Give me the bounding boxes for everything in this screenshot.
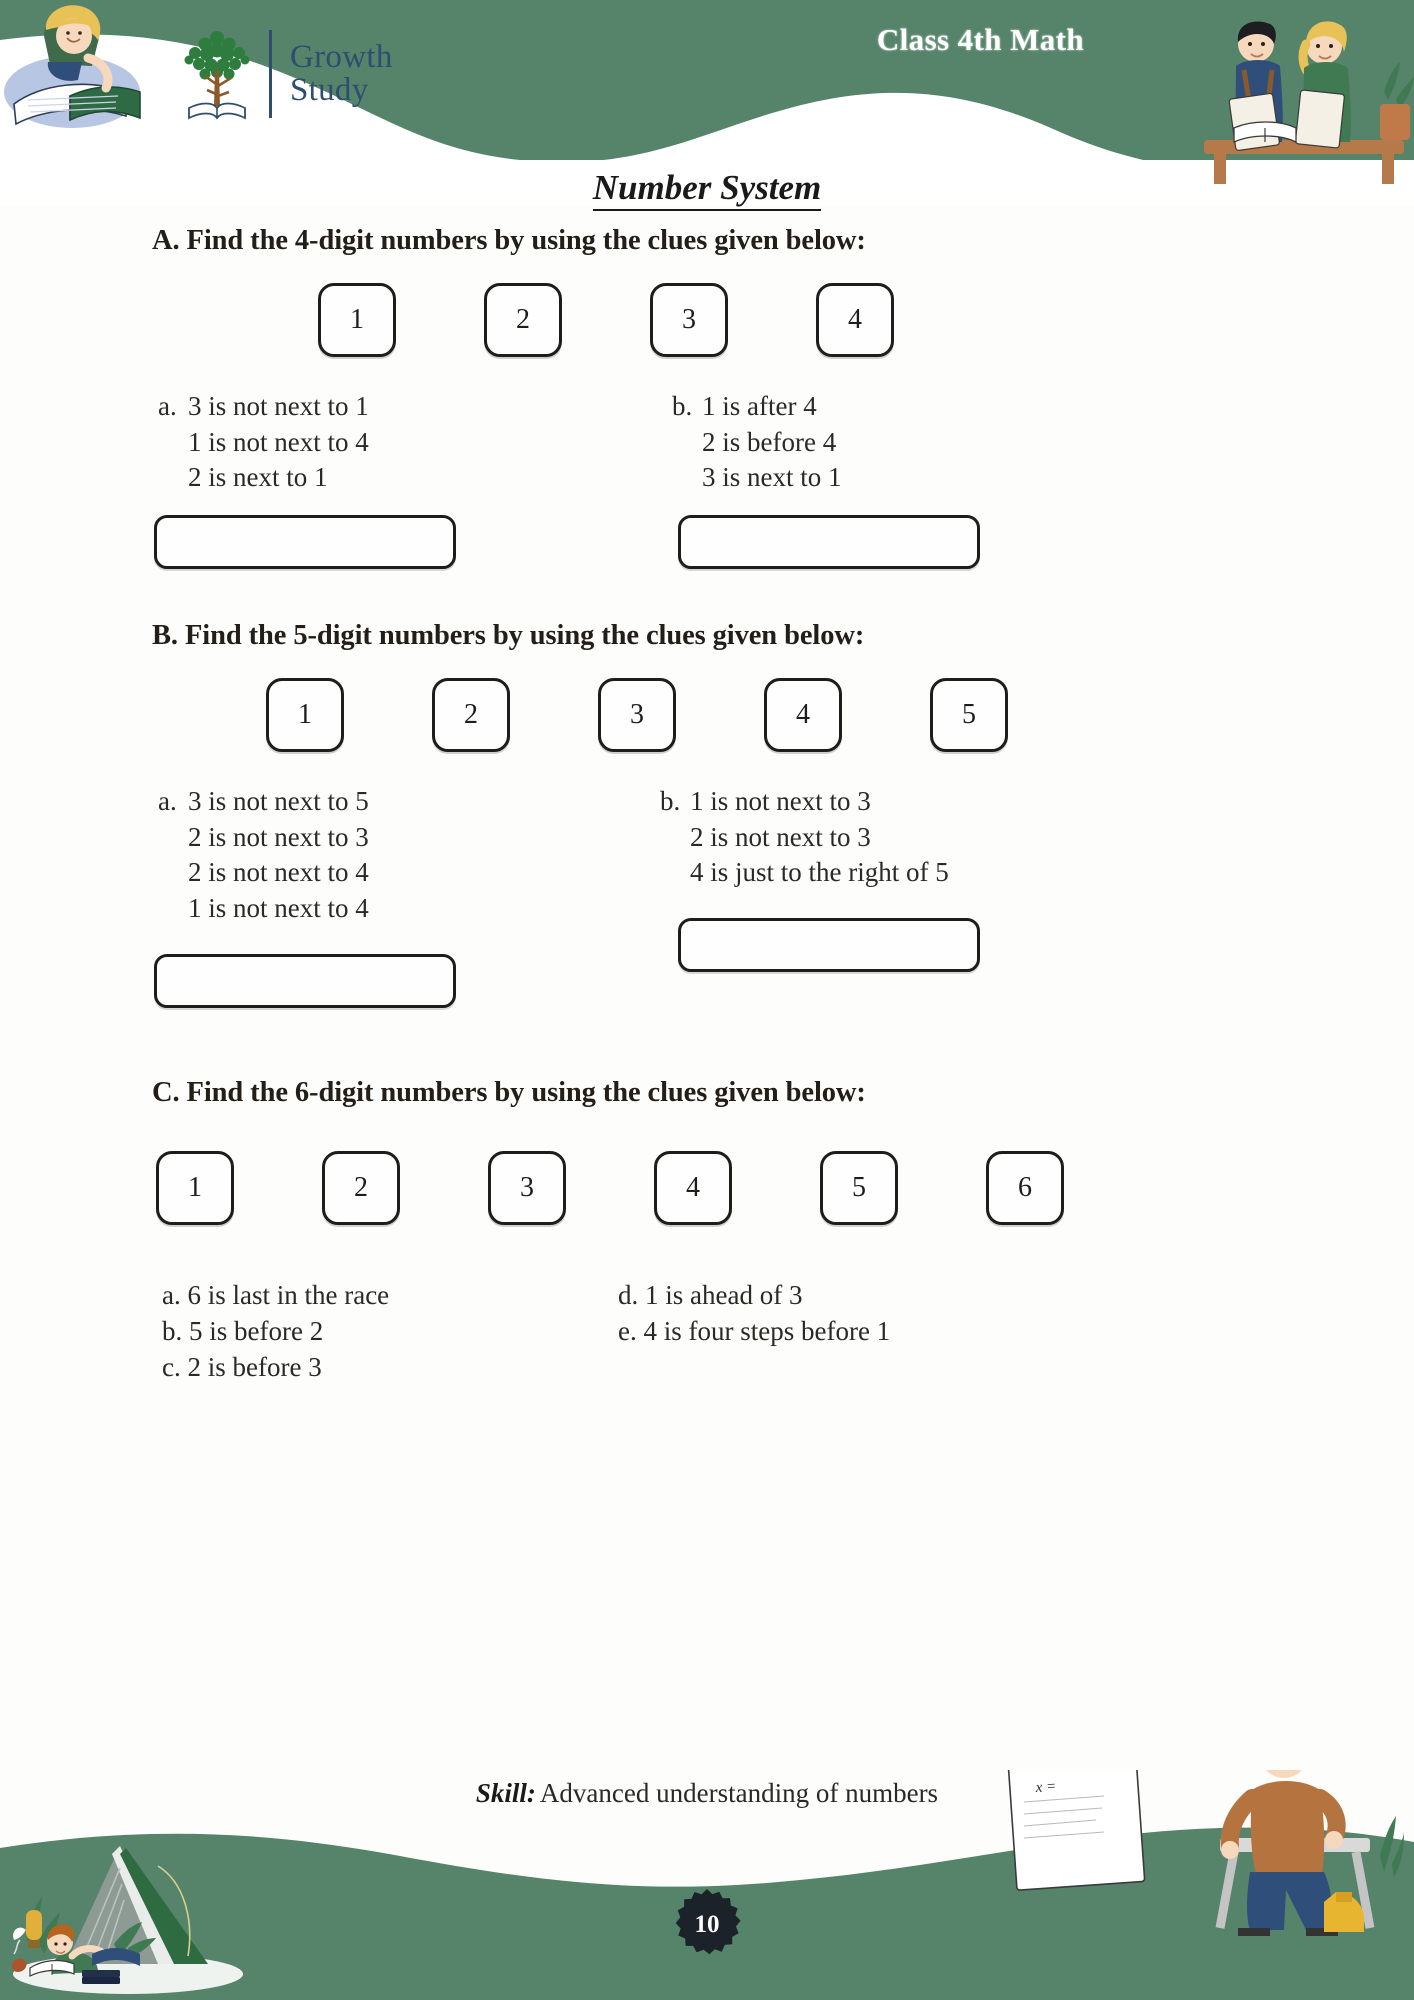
clue-line: 2 is before 4 (702, 426, 837, 457)
tent-reading-illustration (8, 1824, 258, 1994)
section-b (0, 620, 1414, 999)
clue-line: 2 is next to 1 (188, 462, 328, 493)
clue-text: 3 is not next to 5 (188, 786, 369, 816)
clue-line: 2 is not next to 3 (690, 821, 871, 852)
number-box-5[interactable]: 5 (930, 678, 1008, 752)
clue-line: 1 is not next to 4 (188, 426, 369, 457)
page-title (0, 168, 1414, 208)
clue-line: c. 2 is before 3 (162, 1352, 322, 1383)
section-b-clue-column-b (660, 784, 949, 891)
brand-name-line2: Study (290, 72, 369, 108)
clue-line (158, 784, 369, 820)
page-number: 10 (694, 1911, 720, 1938)
number-box-1[interactable]: 1 (156, 1151, 234, 1225)
clue-line: 2 is not next to 3 (188, 821, 369, 852)
skill-label: Skill: (475, 1778, 536, 1808)
clue-line: d. 1 is ahead of 3 (618, 1280, 803, 1310)
section-b-heading: B. Find the 5-digit numbers by using the clues given below: (152, 620, 865, 651)
number-box-1[interactable]: 1 (266, 678, 344, 752)
section-a-number-boxes (0, 283, 1414, 363)
svg-text:x =: x = (1035, 1778, 1057, 1796)
section-c-clue-column-right (618, 1277, 890, 1349)
section-c-heading: C. Find the 6-digit numbers by using the clues given below: (152, 1077, 866, 1108)
clue-marker: a. (158, 786, 177, 816)
clue-line: 3 is next to 1 (702, 462, 842, 493)
section-a (0, 225, 1414, 564)
skill-value: Advanced understanding of numbers (539, 1778, 939, 1808)
number-box-1[interactable]: 1 (318, 283, 396, 357)
section-b-number-boxes (0, 678, 1414, 758)
clue-marker: b. (660, 786, 681, 816)
section-a-clue-column-a (158, 389, 369, 496)
clue-text: 1 is after 4 (702, 391, 817, 421)
number-box-4[interactable]: 4 (816, 283, 894, 357)
section-c (0, 1077, 1414, 1407)
section-b-clues (0, 784, 1414, 999)
number-box-5[interactable]: 5 (820, 1151, 898, 1225)
man-writing-illustration: f(x) ∫ a ab √x (a,b) x = (984, 1770, 1404, 1936)
logo-divider (269, 30, 272, 118)
number-box-2[interactable]: 2 (484, 283, 562, 357)
number-box-2[interactable]: 2 (432, 678, 510, 752)
clue-line: 1 is not next to 4 (188, 892, 369, 923)
answer-box-b[interactable] (678, 515, 980, 569)
answer-box-b[interactable] (678, 918, 980, 972)
clue-line (672, 389, 842, 425)
students-illustration (1084, 0, 1414, 185)
section-c-number-boxes (0, 1151, 1414, 1231)
number-box-2[interactable]: 2 (322, 1151, 400, 1225)
page-title-text: Number System (593, 168, 821, 211)
tree-logo-icon (175, 22, 259, 126)
section-c-clues (0, 1277, 1414, 1407)
clue-text: 3 is not next to 1 (188, 391, 369, 421)
clue-line: a. 6 is last in the race (162, 1280, 390, 1310)
section-b-clue-column-a (158, 784, 369, 927)
section-c-clue-column-left (162, 1277, 389, 1386)
clue-line: b. 5 is before 2 (162, 1316, 324, 1347)
number-box-3[interactable]: 3 (598, 678, 676, 752)
clue-text: 1 is not next to 3 (690, 786, 871, 816)
worksheet-content (0, 225, 1414, 1407)
brand-logo (175, 22, 393, 126)
clue-line: 2 is not next to 4 (188, 857, 369, 888)
answer-box-a[interactable] (154, 515, 456, 569)
brand-name-line1: Growth (290, 39, 393, 75)
section-a-clues (0, 389, 1414, 564)
clue-marker: a. (158, 391, 177, 421)
clue-line: 4 is just to the right of 5 (690, 857, 949, 888)
number-box-4[interactable]: 4 (764, 678, 842, 752)
number-box-4[interactable]: 4 (654, 1151, 732, 1225)
section-a-heading: A. Find the 4-digit numbers by using the clues given below: (152, 225, 866, 256)
number-box-3[interactable]: 3 (488, 1151, 566, 1225)
clue-line: e. 4 is four steps before 1 (618, 1316, 891, 1347)
page-number-badge (670, 1888, 744, 1962)
number-box-3[interactable]: 3 (650, 283, 728, 357)
section-a-clue-column-b (672, 389, 842, 496)
clue-line (660, 784, 949, 820)
class-title: Class 4th Math (876, 22, 1084, 57)
clue-line (158, 389, 369, 425)
kid-reading-illustration (0, 0, 190, 145)
clue-marker: b. (672, 391, 693, 421)
number-box-6[interactable]: 6 (986, 1151, 1064, 1225)
answer-box-a[interactable] (154, 954, 456, 1008)
